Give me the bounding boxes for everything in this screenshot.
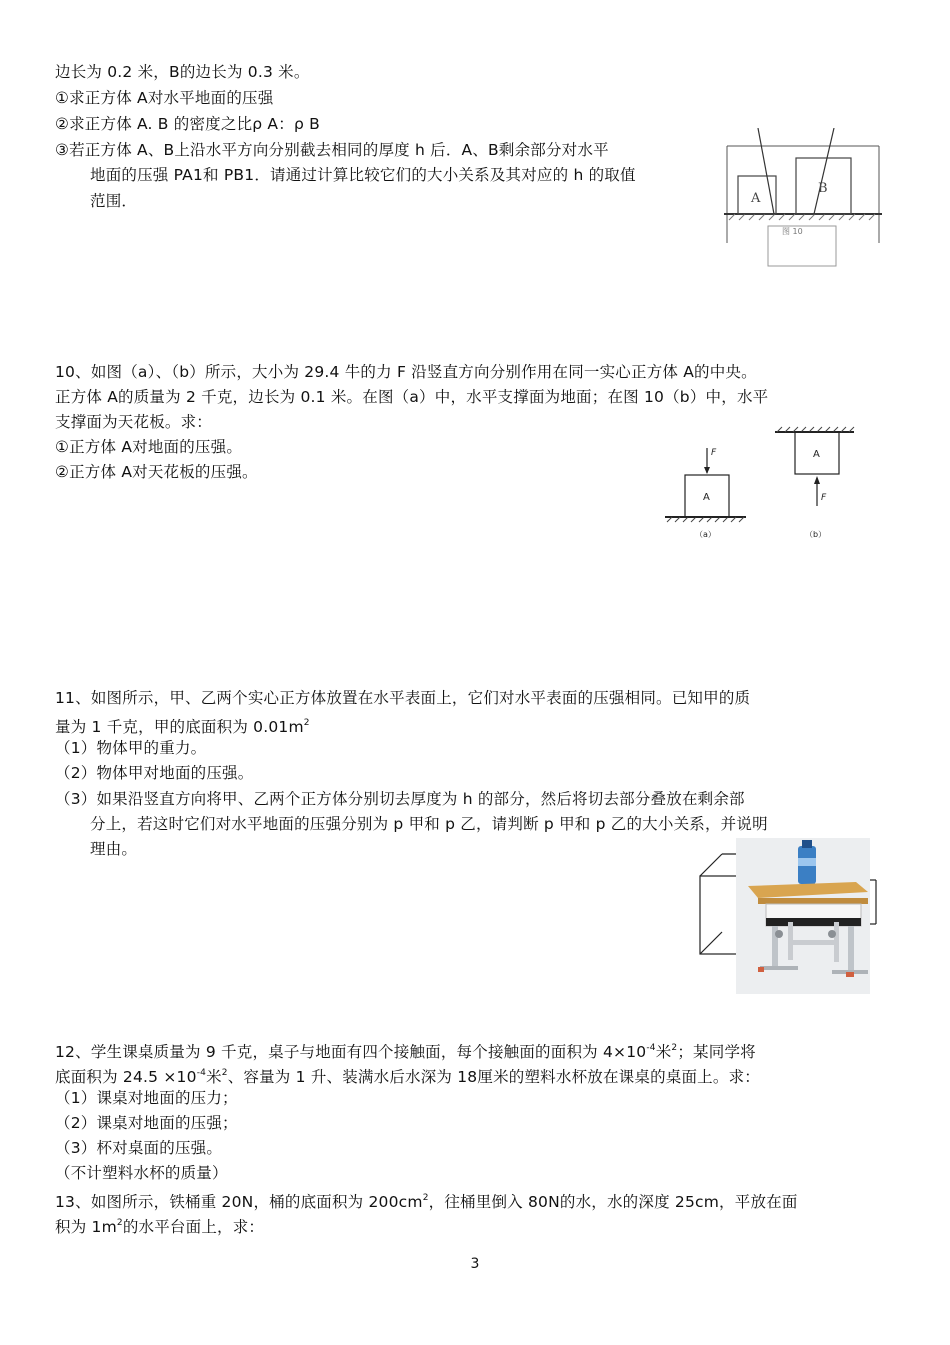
q9-line-4: ③若正方体 A、B上沿水平方向分别截去相同的厚度 h 后．A、B剩余部分对水平 — [55, 141, 609, 159]
q10-line-1: 10、如图（a）、（b）所示，大小为 29.4 牛的力 F 沿竖直方向分别作用在同一实心正方体 A的中央。 — [55, 363, 757, 381]
q10-caption-a: （a） — [695, 530, 716, 539]
q9-fig-label-b: B — [818, 181, 828, 196]
q12-line-1: 12、学生课桌质量为 9 千克，桌子与地面有四个接触面，每个接触面的面积为 $4\times 10^{-4}$米$^2$；某同学将 — [55, 1043, 756, 1061]
q12-line-2: 底面积为 $24.5 \times 10^{-4}$米$^2$、容量为 1 升、装满水后水深为 18厘米的塑料水杯放在课桌的桌面上。求： — [55, 1068, 760, 1086]
q10-line-4: ①正方体 A对地面的压强。 — [55, 438, 243, 456]
q10-force-b: F — [821, 493, 827, 503]
q9-line-3: ②求正方体 A. B 的密度之比ρ A：ρ B — [55, 115, 320, 133]
q13-line-1: 13、如图所示，铁桶重 20N，桶的底面积为 $200cm^2$，往桶里倒入 80N的水，水的深度 25cm，平放在面 — [55, 1193, 798, 1211]
q10-figure — [660, 420, 860, 545]
q10-block-b-label: A — [813, 449, 820, 460]
q11-line-3: （1）物体甲的重力。 — [55, 739, 207, 757]
q12-line-6: （不计塑料水杯的质量） — [55, 1164, 228, 1182]
q10-line-2: 正方体 A的质量为 2 千克，边长为 0.1 米。在图（a）中，水平支撑面为地面；在图 10（b）中，水平 — [55, 388, 769, 406]
q9-fig-caption: 图 10 — [782, 227, 803, 236]
q10-force-a: F — [711, 448, 717, 458]
q12-line-4: （2）课桌对地面的压强； — [55, 1114, 238, 1132]
q10-line-5: ②正方体 A对天花板的压强。 — [55, 463, 258, 481]
q11-figure — [696, 836, 886, 996]
q9-line-2: ①求正方体 A对水平地面的压强 — [55, 89, 274, 107]
page-number: 3 — [470, 1256, 480, 1272]
q10-line-3: 支撑面为天花板。求： — [55, 413, 213, 431]
q11-line-1: 11、如图所示，甲、乙两个实心正方体放置在水平表面上，它们对水平表面的压强相同。已知甲的质 — [55, 689, 751, 707]
q11-line-4: （2）物体甲对地面的压强。 — [55, 764, 254, 782]
q9-line-6: 范围． — [90, 192, 138, 210]
q10-caption-b: （b） — [805, 530, 827, 539]
q9-fig-label-a: A — [751, 191, 761, 206]
q12-line-3: （1）课桌对地面的压力； — [55, 1089, 238, 1107]
q12-line-5: （3）杯对桌面的压强。 — [55, 1139, 223, 1157]
q13-line-2: 积为 $1m^2$的水平台面上，求： — [55, 1218, 265, 1236]
q9-figure — [724, 128, 884, 268]
q11-line-2: 量为 1 千克，甲的底面积为 $0.01m^2$ — [55, 718, 310, 736]
q11-line-5: （3）如果沿竖直方向将甲、乙两个正方体分别切去厚度为 h 的部分，然后将切去部分叠放在剩余部 — [55, 790, 745, 808]
q9-line-5: 地面的压强 PA1和 PB1．请通过计算比较它们的大小关系及其对应的 h 的取值 — [90, 166, 636, 184]
q11-line-6: 分上，若这时它们对水平地面的压强分别为 p 甲和 p 乙，请判断 p 甲和 p 乙的大小关系，并说明 — [90, 815, 768, 833]
q10-block-a-label: A — [703, 492, 710, 503]
q9-line-1: 边长为 0.2 米，B的边长为 0.3 米。 — [55, 63, 310, 81]
q11-line-7: 理由。 — [90, 840, 138, 858]
